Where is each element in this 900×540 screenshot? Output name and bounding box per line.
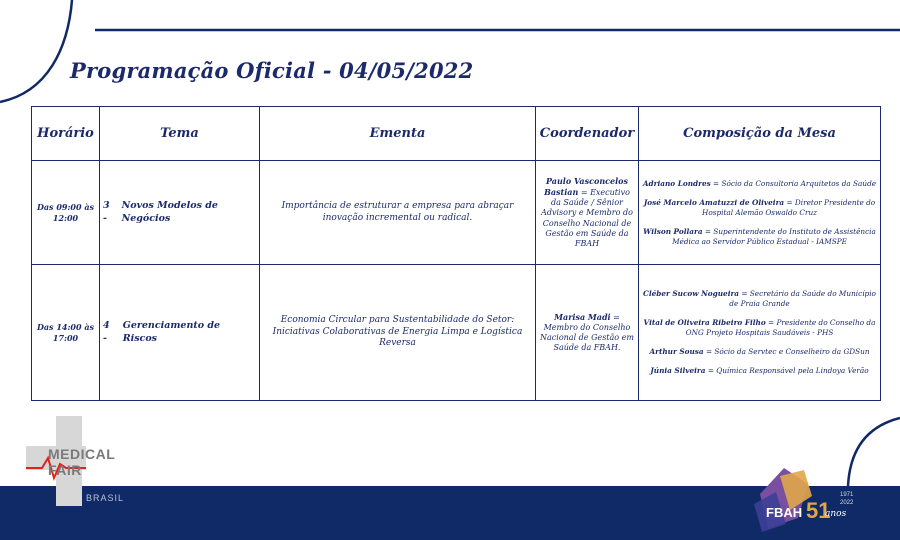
panel-member xyxy=(642,179,877,188)
member-desc: = Diretor Presidente do Hospital Alemão Oswaldo Cruz xyxy=(701,198,876,217)
fbah-number: 51 xyxy=(806,498,831,523)
table-header-row xyxy=(32,107,881,161)
page-title: Programação Oficial - 04/05/2022 xyxy=(70,58,474,83)
header-composicao: Composição da Mesa xyxy=(639,107,881,161)
tema-title: Gerenciamento de Riscos xyxy=(122,320,221,344)
coordinator-cell xyxy=(536,161,639,265)
header-tema: Tema xyxy=(100,107,260,161)
header-coordenador: Coordenador xyxy=(536,107,639,161)
coordinator-cell xyxy=(536,265,639,401)
member-desc: = Química Responsável pela Lindoya Verão xyxy=(707,366,869,376)
fbah-year-end: 2022 xyxy=(840,500,854,507)
panel-member xyxy=(642,347,877,356)
member-desc: = Sócio da Servtec e Conselheiro da GDSun xyxy=(705,346,870,356)
schedule-table xyxy=(31,106,881,401)
ementa-cell: Economia Circular para Sustentabilidade do Setor: Iniciativas Colaborativas de Energia Limpa e Logística Reversa xyxy=(260,265,536,401)
tema-number: 4 - xyxy=(103,320,110,344)
member-name: Vital de Oliveira Ribeiro Filho xyxy=(643,318,766,328)
table-row xyxy=(32,265,881,401)
panel-cell xyxy=(639,161,881,265)
ementa-cell: Importância de estruturar a empresa para abraçar inovação incremental ou radical. xyxy=(260,161,536,265)
coordinator-desc: = Membro do Conselho Nacional de Gestão em Saúde da FBAH. xyxy=(540,312,634,353)
panel-member xyxy=(642,227,877,246)
member-name: José Marcelo Amatuzzi de Oliveira xyxy=(643,198,785,208)
panel-member xyxy=(642,198,877,217)
medical-fair-line1: MEDICAL xyxy=(48,446,116,462)
time-cell: Das 14:00 às 17:00 xyxy=(32,265,100,401)
fbah-year-start: 1971 xyxy=(840,492,854,498)
member-name: Adriano Londres xyxy=(642,178,711,188)
medical-fair-country: BRASIL xyxy=(86,493,125,503)
header-ementa: Ementa xyxy=(260,107,536,161)
table-row xyxy=(32,161,881,265)
medical-fair-line2: FAIR xyxy=(48,462,82,478)
fbah-word: anos xyxy=(825,509,847,519)
member-desc: = Presidente do Conselho da ONG Projeto Hospitais Saudáveis - PHS xyxy=(685,318,876,337)
fbah-years xyxy=(840,491,853,508)
coordinator-desc: = Executivo da Saúde / Sênior Advisory e Membro do Conselho Nacional de Gestão em Saúde da FBAH xyxy=(541,187,633,249)
time-cell: Das 09:00 às 12:00 xyxy=(32,161,100,265)
member-desc: = Sócio da Consultoria Arquitetos da Saúde xyxy=(713,178,877,188)
member-name: Wilson Pollara xyxy=(643,227,703,237)
header-horario: Horário xyxy=(32,107,100,161)
member-name: Arthur Sousa xyxy=(649,346,704,356)
panel-member xyxy=(642,289,877,308)
panel-member xyxy=(642,318,877,337)
member-desc: = Superintendente do Instituto de Assistência Médica ao Servidor Público Estadual - IAMSPE xyxy=(672,227,876,246)
tema-title: Novos Modelos de Negócios xyxy=(121,200,218,224)
member-desc: = Secretário da Saúde do Município de Praia Grande xyxy=(729,289,876,308)
member-name: Júnia Silveira xyxy=(650,366,706,376)
tema-number: 3 - xyxy=(103,200,110,224)
coordinator-name: Marisa Madi xyxy=(554,311,611,322)
tema-cell xyxy=(100,265,260,401)
fbah-name: FBAH xyxy=(766,505,803,520)
tema-cell xyxy=(100,161,260,265)
coordinator-name: Paulo Vasconcelos Bastian xyxy=(544,175,628,197)
member-name: Cléber Sucow Nogueira xyxy=(643,289,740,299)
panel-member xyxy=(642,366,877,375)
panel-cell xyxy=(639,265,881,401)
